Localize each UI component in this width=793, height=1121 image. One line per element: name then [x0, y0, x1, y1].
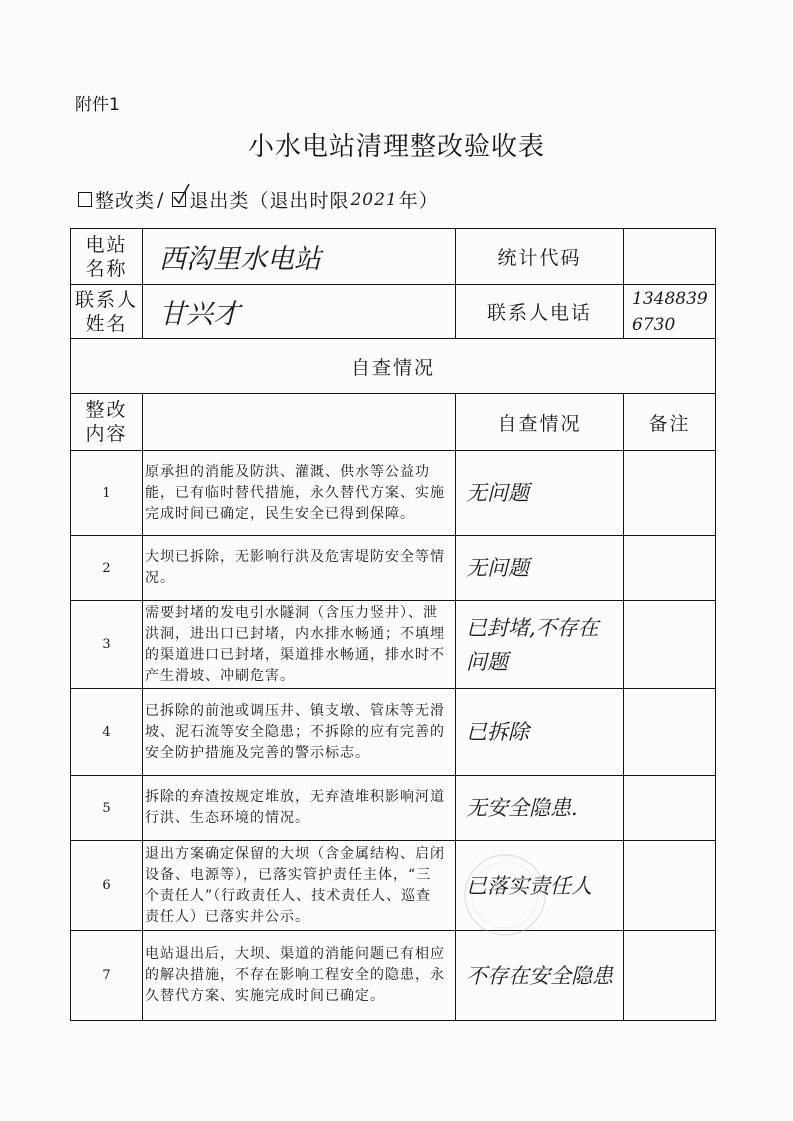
item-number: 5	[71, 776, 143, 841]
item-line: 个责任人”（行政责任人、技术责任人、巡查	[145, 887, 432, 904]
item-line: 产生滑坡、冲刷危害。	[145, 667, 295, 684]
item-self-check-result: 已封堵,不存在	[466, 615, 599, 640]
exit-checkbox[interactable]	[172, 192, 186, 207]
item-line: 完成时间已确定，民生安全已得到保障。	[145, 505, 415, 522]
item-remarks-cell[interactable]	[624, 931, 716, 1021]
contact-phone-cell[interactable]	[624, 285, 716, 339]
item-remarks-cell[interactable]	[624, 536, 716, 601]
item-remarks-cell[interactable]	[624, 776, 716, 841]
item-line: 的渠道进口已封堵，渠道排水畅通，排水时不	[145, 646, 445, 663]
self-check-column-header: 自查情况	[456, 394, 624, 451]
item-number: 2	[71, 536, 143, 601]
item-self-check-result: 已拆除	[466, 720, 529, 744]
deadline-suffix: 年）	[398, 190, 439, 212]
item-remarks-cell[interactable]	[624, 689, 716, 776]
page-title: 小水电站清理整改验收表	[247, 132, 545, 162]
contact-name-label	[71, 285, 143, 339]
item-line: 拆除的弃渣按规定堆放，无弃渣堆积影响河道	[145, 789, 445, 805]
label-line: 内容	[85, 423, 128, 445]
label-line: 电站	[85, 233, 128, 256]
item-content	[143, 536, 456, 601]
item-line: 久替代方案、实施完成时间已确定。	[145, 988, 385, 1004]
table-row	[71, 931, 716, 1021]
item-line: 洪洞，进出口已封堵，内水排水畅通；不填埋	[145, 625, 445, 642]
item-number: 1	[71, 451, 143, 536]
item-self-check-cell[interactable]	[456, 931, 624, 1021]
item-self-check-cell[interactable]	[456, 776, 624, 841]
acceptance-table	[70, 228, 716, 1021]
item-number: 7	[71, 931, 143, 1021]
item-line: 退出方案确定保留的大坝（含金属结构、启闭	[145, 845, 445, 862]
item-line: 责任人）已落实并公示。	[145, 908, 310, 925]
contact-phone-label: 联系人电话	[456, 285, 624, 339]
item-self-check-result: 无问题	[466, 481, 529, 505]
table-row	[71, 841, 716, 931]
deadline-prefix: （退出时限	[249, 190, 350, 212]
station-name-cell[interactable]	[143, 229, 456, 285]
column-header-row	[71, 394, 716, 451]
label-line: 整改	[85, 399, 128, 421]
category-separator: /	[157, 188, 165, 211]
item-self-check-result: 无安全隐患.	[466, 796, 578, 820]
deadline-year[interactable]: 2021	[350, 189, 398, 210]
item-line: 能，已有临时替代措施，永久替代方案、实施	[145, 484, 445, 501]
item-line: 大坝已拆除，无影响行洪及危害堤防安全等情	[145, 549, 445, 565]
item-content	[143, 689, 456, 776]
item-line: 行洪、生态环境的情况。	[145, 810, 310, 826]
content-column-header	[71, 394, 143, 451]
contact-name-value: 甘兴才	[159, 299, 240, 330]
label-line: 名称	[85, 257, 128, 280]
item-line: 原承担的消能及防洪、灌溉、供水等公益功	[145, 463, 430, 480]
item-self-check-result: 无问题	[466, 556, 529, 580]
contact-phone-line: 1348839	[632, 288, 708, 309]
item-line: 坡、泥石流等安全隐患；不拆除的应有完善的	[145, 723, 445, 740]
stat-code-label: 统计代码	[456, 229, 624, 285]
item-number: 6	[71, 841, 143, 931]
item-self-check-cell[interactable]	[456, 841, 624, 931]
contact-row	[71, 285, 716, 339]
item-self-check-result: 不存在安全隐患	[466, 963, 613, 988]
item-number: 3	[71, 601, 143, 689]
rectify-label: 整改类	[95, 190, 156, 212]
item-remarks-cell[interactable]	[624, 841, 716, 931]
attachment-label: 附件1	[75, 95, 120, 115]
item-line: 的解决措施，不存在影响工程安全的隐患，永	[145, 967, 445, 983]
category-line	[78, 186, 439, 213]
station-name-label	[71, 229, 143, 285]
contact-name-cell[interactable]	[143, 285, 456, 339]
item-line: 电站退出后，大坝、渠道的消能问题已有相应	[145, 946, 445, 962]
item-content	[143, 776, 456, 841]
item-remarks-cell[interactable]	[624, 451, 716, 536]
item-content	[143, 931, 456, 1021]
item-line: 需要封堵的发电引水隧洞（含压力竖井）、泄	[145, 604, 438, 621]
item-content	[143, 451, 456, 536]
item-self-check-cell[interactable]	[456, 601, 624, 689]
contact-phone-line: 6730	[632, 314, 676, 335]
item-number: 4	[71, 689, 143, 776]
item-self-check-result: 已落实责任人	[466, 873, 592, 898]
content-header-blank	[143, 394, 456, 451]
item-self-check-cell[interactable]	[456, 689, 624, 776]
section-row	[71, 339, 716, 394]
label-line: 姓名	[85, 312, 128, 335]
station-name-value: 西沟里水电站	[159, 244, 321, 275]
exit-label: 退出类	[189, 190, 250, 212]
table-row	[71, 536, 716, 601]
label-line: 联系人	[74, 288, 138, 311]
item-self-check-cell[interactable]	[456, 451, 624, 536]
item-line: 安全防护措施及完善的警示标志。	[145, 744, 370, 761]
table-row	[71, 601, 716, 689]
item-content	[143, 841, 456, 931]
rectify-checkbox[interactable]	[78, 192, 92, 207]
item-line: 况。	[145, 570, 175, 586]
table-row	[71, 689, 716, 776]
stat-code-cell[interactable]	[624, 229, 716, 285]
item-content	[143, 601, 456, 689]
section-title: 自查情况	[71, 339, 716, 394]
item-self-check-result: 问题	[466, 649, 508, 674]
remarks-column-header: 备注	[624, 394, 716, 451]
station-row	[71, 229, 716, 285]
item-line: 设备、电源等），已落实管护责任主体，“三	[145, 866, 432, 883]
table-row	[71, 776, 716, 841]
table-row	[71, 451, 716, 536]
item-self-check-cell[interactable]	[456, 536, 624, 601]
item-remarks-cell[interactable]	[624, 601, 716, 689]
item-line: 已拆除的前池或调压井、镇支墩、管床等无滑	[145, 702, 445, 719]
